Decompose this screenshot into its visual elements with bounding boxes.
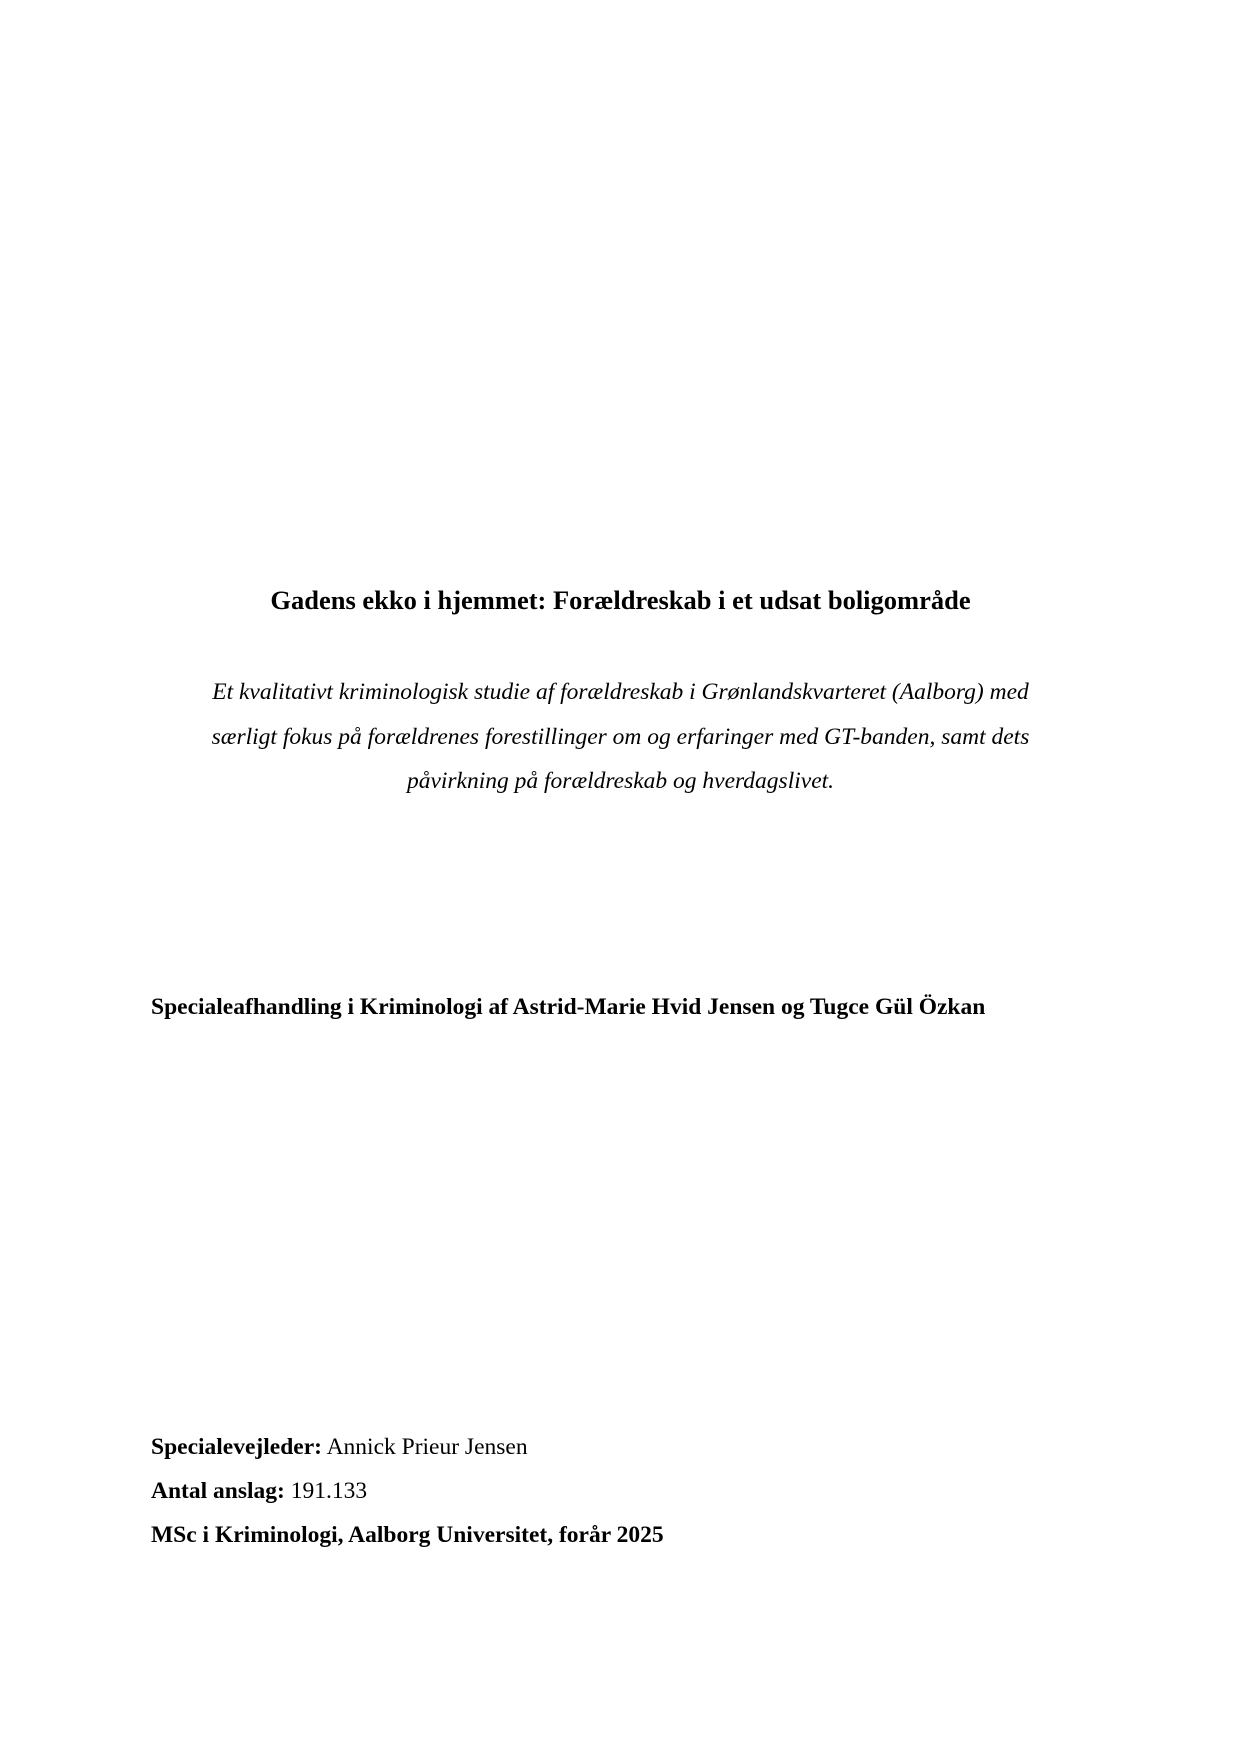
thesis-metadata [151,1430,664,1562]
document-subtitle [170,670,1071,804]
program-line: MSc i Kriminologi, Aalborg Universitet, forår 2025 [151,1522,664,1548]
subtitle-line: påvirkning på forældreskab og hverdagslivet. [406,768,835,794]
authors-line: Specialeafhandling i Kriminologi af Astrid-Marie Hvid Jensen og Tugce Gül Özkan [151,994,986,1020]
supervisor-row [151,1430,664,1474]
character-count-value: 191.133 [290,1478,368,1504]
subtitle-line: Et kvalitativt kriminologisk studie af forældreskab i Grønlandskvarteret (Aalborg) med [212,679,1029,705]
character-count-row [151,1474,664,1518]
program-row [151,1518,664,1562]
character-count-label: Antal anslag: [151,1478,285,1504]
subtitle-line: særligt fokus på forældrenes forestillinger om og erfaringer med GT-banden, samt dets [211,723,1030,750]
supervisor-label: Specialevejleder: [151,1434,322,1460]
supervisor-name: Annick Prieur Jensen [326,1434,528,1460]
document-title: Gadens ekko i hjemmet: Forældreskab i et udsat boligområde [270,585,971,615]
